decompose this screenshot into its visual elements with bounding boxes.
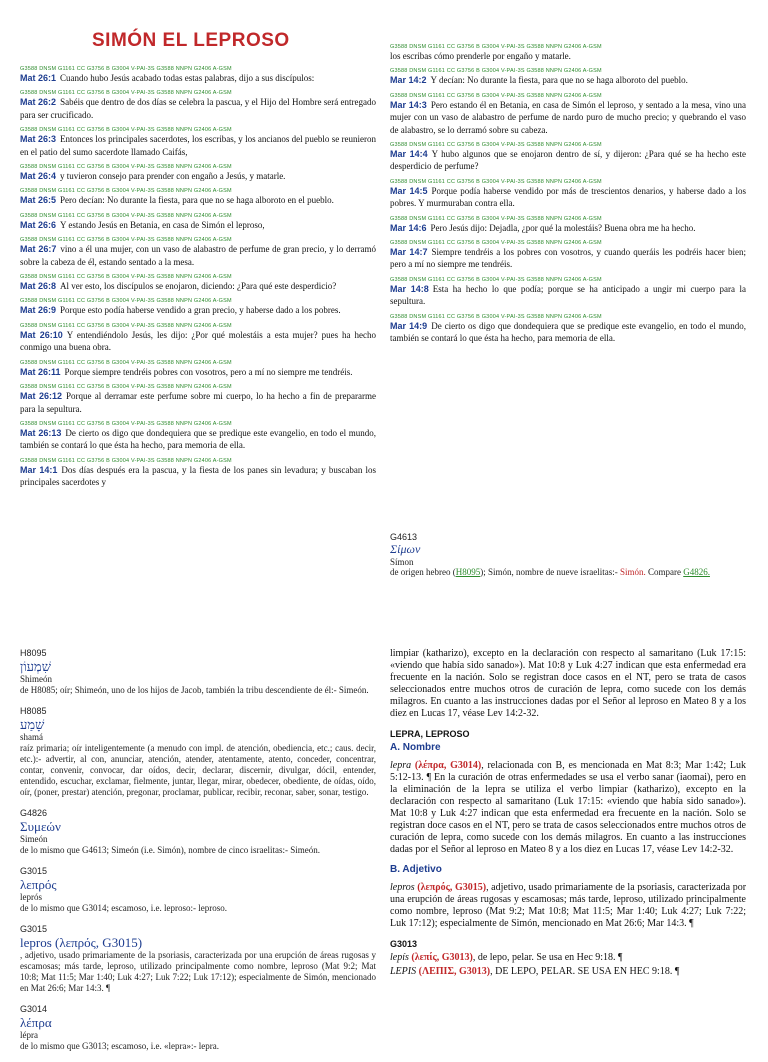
strong-tags: G3588 DNSM G1161 CC G3756 B G3004 V-PAI-3S G3588 NNPN G2406 A-GSM [20, 298, 232, 305]
entry-script: λεπρός [20, 877, 57, 892]
verse-reference[interactable]: Mat 26:8 [20, 281, 57, 292]
verse-text: Siempre tendréis a los pobres con vosotros, y cuando queráis les podréis hacer bien; pero a mí no siempre me tendréis. [390, 247, 746, 270]
verse-text: Porque al derramar este perfume sobre mi cuerpo, lo ha hecho a fin de prepararme para la sepultura. [20, 391, 376, 414]
verse-reference[interactable]: Mar 14:8 [390, 283, 429, 294]
verse-text: Entonces los principales sacerdotes, los escribas, y los ancianos del pueblo se reunieron en el patio del sumo sacerdote llamado Caifás, [20, 134, 376, 157]
verse-text: Y estando Jesús en Betania, en casa de Simón el leproso, [60, 219, 265, 230]
verse [390, 93, 746, 136]
simon-lexicon-entry [390, 532, 746, 578]
strong-tags: G3588 DNSM G1161 CC G3756 B G3004 V-PAI-3S G3588 NNPN G2406 A-GSM [20, 66, 232, 72]
verse-reference[interactable]: Mat 26:1 [20, 73, 57, 83]
verse [20, 188, 376, 206]
entry-code: G3015 [20, 924, 48, 934]
verse [20, 213, 376, 231]
entry-def: de lo mismo que G3013; escamoso, i.e. «lepra»:- lepra. [20, 1041, 219, 1051]
strong-tags: G3588 DNSM G1161 CC G3756 B G3004 V-PAI-3S G3588 NNPN G2406 A-GSM [20, 188, 232, 195]
dictionary-entry [20, 648, 376, 696]
verse-text: Porque podía haberse vendido por más de trescientos denarios, y haberse dado a los pobres. Y murmuraban contra ella. [390, 185, 746, 209]
verse [20, 421, 376, 452]
verse-text: De cierto os digo que dondequiera que se predique este evangelio, en todo el mundo, también se contará lo que ésta ha hecho, para memoria de ella. [20, 427, 376, 451]
strong-code: G3013 [390, 939, 418, 949]
verse-text: Y hubo algunos que se enojaron dentro de sí, y dijeron: ¿Para qué se ha hecho este desperdicio de perfume? [390, 149, 746, 172]
strong-tags: G3588 DNSM G1161 CC G3756 B G3004 V-PAI-3S G3588 NNPN G2406 A-GSM [390, 142, 602, 149]
verse-text: Porque esto podía haberse vendido a gran precio, y haberse dado a los pobres. [60, 305, 341, 316]
dictionary-entry [20, 1004, 376, 1052]
strong-tags: G3588 DNSM G1161 CC G3756 B G3004 V-PAI-3S G3588 NNPN G2406 A-GSM [20, 274, 232, 281]
entry-code: G3015 [20, 866, 48, 876]
verse [20, 164, 376, 182]
verse-text: y tuvieron consejo para prender con engaño a Jesús, y matarle. [60, 171, 286, 182]
verse-text: vino a él una mujer, con un vaso de alabastro de perfume de gran precio, y lo derramó sobre la cabeza de él, estando sentado a la mesa. [20, 244, 376, 267]
article-paragraph: lepros (λεπρός, G3015), adjetivo, usado primariamente de la psoriasis, caracterizada por una erupción de áreas rugosas y escamosas; más tarde, leproso, utilizado principalmente como nombre, leproso (Mat 9:2; Mat 10:8; Mat 11:5; Mar 1:40; Luk 4:27; Luk 7:22; Luk 17:12); especialmente de Simón, mencionado en Mat 26:6; Mar 14:3. ¶ [390, 882, 747, 929]
left-verse-column [20, 66, 376, 495]
verse-reference[interactable]: Mar 14:7 [390, 247, 428, 258]
entry-translit: shamá [20, 732, 43, 742]
verse [20, 458, 376, 489]
entry-script: Συμεών [20, 819, 61, 834]
verse-text: Porque siempre tendréis pobres con vosotros, pero a mí no siempre me tendréis. [64, 366, 353, 377]
dictionary-entry [20, 706, 376, 798]
entry-script: שָׁמַע [20, 717, 45, 732]
strong-tags: G3588 DNSM G1161 CC G3756 B G3004 V-PAI-3S G3588 NNPN G2406 A-GSM [20, 212, 232, 219]
verse-reference[interactable]: Mat 26:9 [20, 305, 57, 316]
verse [20, 360, 376, 378]
entry-translit: Shimeón [20, 674, 53, 684]
dictionary-entry [20, 924, 376, 994]
entry-code: H8095 [20, 648, 47, 658]
verse-text: Dos días después era la pascua, y la fiesta de los panes sin levadura; y buscaban los principales sacerdotes y [20, 464, 376, 488]
verse-reference[interactable]: Mar 14:1 [20, 464, 58, 475]
right-verse-column [390, 44, 746, 351]
strong-tags: G3588 DNSM G1161 CC G3756 B G3004 V-PAI-3S G3588 NNPN G2406 A-GSM [390, 178, 602, 185]
verse [390, 277, 746, 308]
entry-translit: lépra [20, 1030, 38, 1040]
verse-reference[interactable]: Mat 26:13 [20, 427, 62, 438]
verse-reference[interactable]: Mat 26:7 [20, 244, 57, 255]
verse-reference[interactable]: Mat 26:6 [20, 219, 57, 230]
verse-text: Y entendiéndolo Jesús, les dijo: ¿Por qué molestáis a esta mujer? pues ha hecho conmigo una buena obra. [20, 329, 376, 353]
verse [20, 237, 376, 268]
verse-reference[interactable]: Mar 14:4 [390, 149, 428, 160]
article-paragraph: limpiar (katharizo), excepto en la declaración con respecto al samaritano (Luk 17:15: «viendo que había sido sanado»). Mat 10:8 y Luk 4:27 indican que esta enfermedad era frecuente en la nación. Solo se registran doce casos en el NT, pero se trata de casos seleccionados entre muchos otros de curación de lepra, como sucede con los demás milagros. En cuanto a las instrucciones dadas por el Señor al leproso en Mateo 8 y a los diez en Lucas 17, véase Lev 14:2-32. [390, 648, 746, 719]
strong-tags: G3588 DNSM G1161 CC G3756 B G3004 V-PAI-3S G3588 NNPN G2406 A-GSM [390, 44, 602, 50]
entry-def: de lo mismo que G4613; Simeón (i.e. Simón), nombre de cinco israelitas:- Simeón. [20, 845, 320, 855]
definition: de origen hebreo (H8095); Simón, nombre de nueve israelitas:- Simón. Compare G4826. [390, 567, 710, 577]
transliteration: Símon [390, 557, 414, 567]
strong-tags: G3588 DNSM G1161 CC G3756 B G3004 V-PAI-3S G3588 NNPN G2406 A-GSM [20, 322, 232, 329]
verse-text: De cierto os digo que dondequiera que se predique este evangelio, en todo el mundo, también se contará lo que ésta ha hecho, para memoria de ella. [390, 320, 746, 344]
verse [20, 274, 376, 292]
entry-code: H8085 [20, 706, 47, 716]
section-a-heading: A. Nombre [390, 742, 441, 753]
verse-reference[interactable]: Mar 14:3 [390, 99, 427, 110]
link-g4826[interactable]: G4826. [683, 567, 710, 577]
strong-tags: G3588 DNSM G1161 CC G3756 B G3004 V-PAI-3S G3588 NNPN G2406 A-GSM [390, 240, 602, 247]
strong-tags: G3588 DNSM G1161 CC G3756 B G3004 V-PAI-3S G3588 NNPN G2406 A-GSM [20, 127, 232, 134]
verse-reference[interactable]: Mar 14:9 [390, 320, 428, 331]
strong-tags: G3588 DNSM G1161 CC G3756 B G3004 V-PAI-3S G3588 NNPN G2406 A-GSM [390, 92, 602, 99]
strong-tags: G3588 DNSM G1161 CC G3756 B G3004 V-PAI-3S G3588 NNPN G2406 A-GSM [390, 215, 602, 222]
article-paragraph: lepís (λεπίς, G3013), de lepo, pelar. Se usa en Hec 9:18. ¶ [390, 952, 623, 963]
dictionary-column [20, 648, 376, 1062]
verse [390, 179, 746, 210]
verse-text: Sabéis que dentro de dos días se celebra la pascua, y el Hijo del Hombre será entregado para ser crucificado. [20, 97, 377, 120]
strong-tags: G3588 DNSM G1161 CC G3756 B G3004 V-PAI-3S G3588 NNPN G2406 A-GSM [20, 237, 232, 244]
section-b-heading: B. Adjetivo [390, 864, 442, 875]
verse-reference[interactable]: Mar 14:6 [390, 222, 427, 233]
entry-translit: leprós [20, 892, 42, 902]
verse-text: los escribas cómo prenderle por engaño y matarle. [390, 51, 571, 61]
strong-tags: G3588 DNSM G1161 CC G3756 B G3004 V-PAI-3S G3588 NNPN G2406 A-GSM [20, 457, 232, 464]
strong-tags: G3588 DNSM G1161 CC G3756 B G3004 V-PAI-3S G3588 NNPN G2406 A-GSM [20, 420, 232, 427]
verse-text: Esta ha hecho lo que podía; porque se ha anticipado a ungir mi cuerpo para la sepultura. [390, 283, 746, 307]
verse [20, 323, 376, 354]
dictionary-entry [20, 808, 376, 856]
verse [20, 66, 376, 84]
entry-translit: Simeón [20, 834, 48, 844]
verse [20, 127, 376, 158]
verse [390, 314, 746, 345]
verse-text: Pero estando él en Betania, en casa de Simón el leproso, y sentado a la mesa, vino una mujer con un vaso de alabastro de perfume de nardo puro de mucho precio; y quebrando el vaso de alabastro, se lo derramó sobre su cabeza. [390, 99, 746, 135]
verse-text: Cuando hubo Jesús acabado todas estas palabras, dijo a sus discípulos: [60, 73, 315, 83]
article-paragraph: LEPIS (ΛΕΠΙΣ, G3013), DE LEPO, PELAR. SE USA EN HEC 9:18. ¶ [390, 966, 680, 977]
verse-reference[interactable]: Mat 26:12 [20, 391, 63, 402]
strong-code: G4613 [390, 532, 418, 542]
entry-code: G4826 [20, 808, 48, 818]
verse-text: Y decían: No durante la fiesta, para que no se haga alboroto del pueblo. [430, 75, 688, 86]
strong-tags: G3588 DNSM G1161 CC G3756 B G3004 V-PAI-3S G3588 NNPN G2406 A-GSM [20, 164, 232, 171]
verse-text: Al ver esto, los discípulos se enojaron, diciendo: ¿Para qué este desperdicio? [60, 281, 337, 292]
verse-text: Pero Jesús dijo: Dejadla, ¿por qué la molestáis? Buena obra me ha hecho. [430, 222, 696, 233]
verse-reference[interactable]: Mat 26:10 [20, 329, 63, 340]
verse-text: Pero decían: No durante la fiesta, para que no se haga alboroto en el pueblo. [60, 195, 334, 206]
verse [390, 68, 746, 86]
verse-reference[interactable]: Mat 26:4 [20, 171, 57, 182]
strong-tags: G3588 DNSM G1161 CC G3756 B G3004 V-PAI-3S G3588 NNPN G2406 A-GSM [20, 90, 232, 97]
verse [20, 90, 376, 121]
verse-reference[interactable]: Mat 26:11 [20, 366, 61, 377]
strong-tags: G3588 DNSM G1161 CC G3756 B G3004 V-PAI-3S G3588 NNPN G2406 A-GSM [20, 359, 232, 366]
entry-script: שִׁמְעוֹן [20, 659, 51, 674]
link-h8095[interactable]: H8095 [455, 567, 481, 577]
verse [390, 216, 746, 234]
dictionary-entry [20, 866, 376, 914]
verse [390, 44, 746, 62]
verse-reference[interactable]: Mat 26:2 [20, 97, 57, 108]
verse-reference[interactable]: Mar 14:2 [390, 75, 427, 86]
verse [20, 298, 376, 316]
verse [390, 240, 746, 271]
verse-reference[interactable]: Mat 26:5 [20, 195, 57, 206]
strong-tags: G3588 DNSM G1161 CC G3756 B G3004 V-PAI-3S G3588 NNPN G2406 A-GSM [390, 68, 602, 75]
entry-script: lepros (λεπρός, G3015) [20, 935, 143, 950]
strong-tags: G3588 DNSM G1161 CC G3756 B G3004 V-PAI-3S G3588 NNPN G2406 A-GSM [390, 313, 602, 320]
page-title: SIMÓN EL LEPROSO [92, 30, 290, 51]
entry-def: raíz primaria; oír inteligentemente (a menudo con impl. de atención, obediencia, etc.; caus. decir, etc.):- advertir, al con, anunciar, atención, atender, atentamente, atento, conceder, concentrar, contar, convenir, convocar, dar oídos, decir, declarar, discernir, divulgar, dócil, entender, entendido, escuchar, exclamar, fielmente, juntar, llegar, mirar, obedecer, obediente, de oídas, oído, oír, (poner, prestar) atención, pregonar, proclamar, publicar, recibir, reconar, saber, sonar, testigo. [20, 743, 376, 797]
strong-tags: G3588 DNSM G1161 CC G3756 B G3004 V-PAI-3S G3588 NNPN G2406 A-GSM [20, 384, 232, 391]
entry-code: G3014 [20, 1004, 48, 1014]
verse [20, 384, 376, 415]
greek-word: Σίμων [390, 542, 421, 556]
verse-reference[interactable]: Mat 26:3 [20, 134, 57, 145]
entry-script: λέπρα [20, 1015, 52, 1030]
article-heading: LEPRA, LEPROSO [390, 729, 470, 739]
strong-tags: G3588 DNSM G1161 CC G3756 B G3004 V-PAI-3S G3588 NNPN G2406 A-GSM [390, 276, 602, 283]
entry-def: , adjetivo, usado primariamente de la psoriasis, caracterizada por una erupción de áreas rugosas y escamosas; más tarde, leproso, utilizado principalmente como nombre, leproso (Mat 9:2; Mat 10:8; Mat 11:5; Mar 1:40; Luk 4:27; Luk 7:22; Luk 17:12); especialmente de Simón, mencionado en Mat 26:6; Mar 14:3. ¶ [20, 950, 376, 993]
entry-def: de H8085; oír; Shimeón, uno de los hijos de Jacob, también la tribu descendiente de él:- Simeón. [20, 685, 369, 695]
verse-reference[interactable]: Mar 14:5 [390, 185, 428, 196]
verse [390, 142, 746, 173]
article-paragraph: lepra (λέπρα, G3014), relacionada con B, es mencionada en Mat 8:3; Mar 1:42; Luk 5:12-13. ¶ En la curación de otras enfermedades se usa el verbo sanar (iaomai), pero en la eliminación de la lepra se utiliza el verbo limpiar (katharizo), excepto en la declaración con respecto al samaritano (Luk 17:15: «viendo que había sido sanado»). Mat 10:8 y Luk 4:27 indican que esta enfermedad era frecuente en la nación. Solo se registran doce casos en el NT, pero se trata de casos seleccionados entre muchos otros de curación de lepra, como sucede con los demás milagros. En cuanto a las instrucciones dadas por el Señor al leproso en Mateo 8 y a los diez en Lucas 17, véase Lev 14:2-32. [390, 760, 746, 855]
vine-article [390, 648, 746, 986]
entry-def: de lo mismo que G3014; escamoso, i.e. leproso:- leproso. [20, 903, 227, 913]
